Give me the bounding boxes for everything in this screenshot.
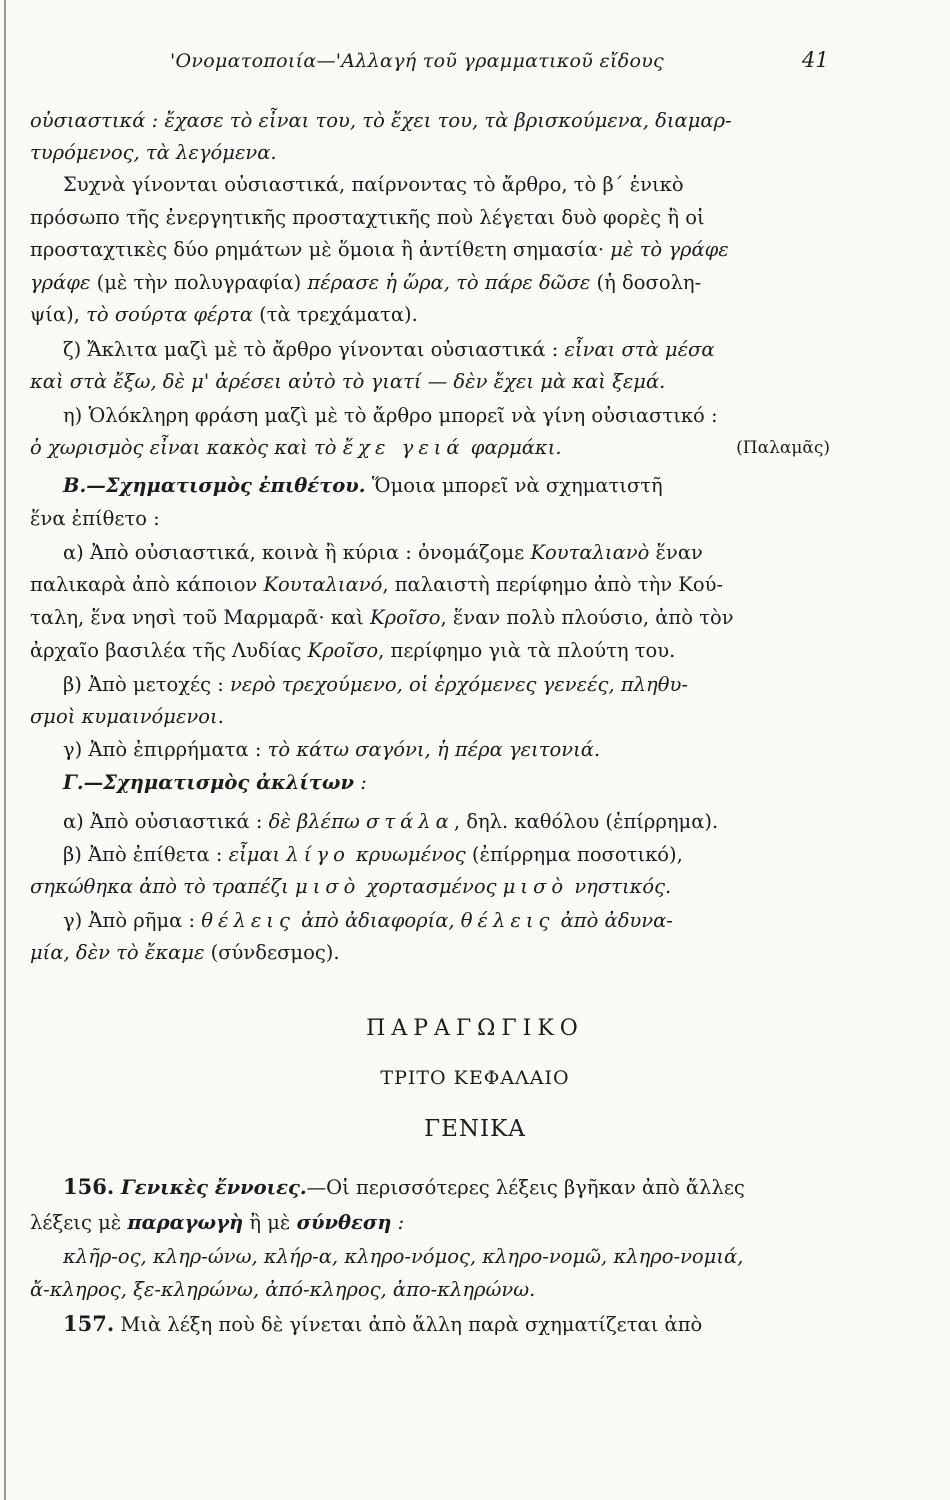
running-head: 'Ονοματοποιία—'Αλλαγή τοῦ γραμματικοῦ εἴδους <box>170 50 664 72</box>
text-line: ὁ χωρισμὸς εἶναι κακὸς καὶ τὸ ἔχε γειά φαρμάκι. (Παλαμᾶς) <box>30 433 830 463</box>
scan-edge-line <box>4 0 6 1500</box>
text-line: γράφε (μὲ τὴν πολυγραφία) πέρασε ἡ ὥρα, τὸ πάρε δῶσε (ἡ δοσολη- <box>30 271 702 294</box>
text-line: γ) Ἀπὸ ρῆμα : θέλεις ἀπὸ ἀδιαφορία, θέλεις ἀπὸ ἀδυνα- <box>63 909 673 932</box>
text-line: ταλη, ἕνα νησὶ τοῦ Μαρμαρᾶ· καὶ Κροῖσο, ἕναν πολὺ πλούσιο, ἀπὸ τὸν <box>30 606 734 629</box>
text-line: μία, δὲν τὸ ἔκαμε (σύνδεσμος). <box>30 941 340 964</box>
paragraph-number: 156. <box>63 1174 115 1199</box>
text-line: οὐσιαστικά : ἔχασε τὸ εἶναι του, τὸ ἔχει του, τὰ βρισκούμενα, διαμαρ- <box>30 109 732 132</box>
text-line: ἀρχαῖο βασιλέα τῆς Λυδίας Κροῖσο, περίφημο γιὰ τὰ πλούτη του. <box>30 639 676 662</box>
text-line: ζ) Ἄκλιτα μαζὶ μὲ τὸ ἄρθρο γίνονται οὐσιαστικά : εἶναι στὰ μέσα <box>63 338 715 361</box>
text-line: β) Ἀπὸ μετοχές : νερὸ τρεχούμενο, οἱ ἐρχόμενες γενεές, πληθυ- <box>63 673 688 696</box>
text-line: γ) Ἀπὸ ἐπιρρήματα : τὸ κάτω σαγόνι, ἡ πέρα γειτονιά. <box>63 738 601 761</box>
text-line: σηκώθηκα ἀπὸ τὸ τραπέζι μισὸ χορτασμένος μισὸ νηστικός. <box>30 875 672 898</box>
paragraph-157: 157. Μιὰ λέξη ποὺ δὲ γίνεται ἀπὸ ἄλλη παρὰ σχηματίζεται ἀπὸ <box>63 1311 703 1336</box>
text-line: προσταχτικὲς δύο ρημάτων μὲ ὅμοια ἢ ἀντίθετη σημασία· μὲ τὸ γράφε <box>30 238 729 261</box>
text-line: ἕνα ἐπίθετο : <box>30 507 160 530</box>
page-number: 41 <box>802 48 829 72</box>
text-line: παλικαρὰ ἀπὸ κάποιον Κουταλιανό, παλαιστὴ περίφημο ἀπὸ τὴν Κού- <box>30 573 724 596</box>
text-line: β) Ἀπὸ ἐπίθετα : εἶμαι λίγο κρυωμένος (ἐπίρρημα ποσοτικό), <box>63 843 683 866</box>
section-heading: Γ.—Σχηματισμὸς ἀκλίτων : <box>63 771 367 794</box>
part-heading: ΠΑΡΑΓΩΓΙΚΟ <box>366 1016 584 1041</box>
text-line: α) Ἀπὸ οὐσιαστικά : δὲ βλέπω στάλα, δηλ. καθόλου (ἐπίρρημα). <box>63 810 719 833</box>
citation: (Παλαμᾶς) <box>736 438 830 458</box>
text-line: κλῆρ-ος, κληρ-ώνω, κλήρ-α, κληρο-νόμος, κληρο-νομῶ, κληρο-νομιά, <box>63 1245 744 1268</box>
text-line: α) Ἀπὸ οὐσιαστικά, κοινὰ ἢ κύρια : ὀνομάζομε Κουταλιανὸ ἕναν <box>63 541 703 564</box>
text-line: η) Ὁλόκληρη φράση μαζὶ μὲ τὸ ἄρθρο μπορεῖ νὰ γίνη οὐσιαστικό : <box>63 404 718 427</box>
text-line: λέξεις μὲ παραγωγὴ ἢ μὲ σύνθεση : <box>30 1211 405 1234</box>
text-line: καὶ στὰ ἔξω, δὲ μ' ἀρέσει αὐτὸ τὸ γιατί — δὲν ἔχει μὰ καὶ ξεμά. <box>30 370 666 393</box>
chapter-heading: ΤΡΙΤΟ ΚΕΦΑΛΑΙΟ <box>380 1067 570 1089</box>
text-line: ἄ-κληρος, ξε-κληρώνω, ἀπό-κληρος, ἀπο-κληρώνω. <box>30 1278 536 1301</box>
section-heading: Β.—Σχηματισμὸς ἐπιθέτου. Ὅμοια μπορεῖ νὰ σχηματιστῆ <box>63 474 663 497</box>
text-line: τυρόμενος, τὰ λεγόμενα. <box>30 141 277 164</box>
page-header <box>0 46 950 80</box>
paragraph-156: 156. Γενικὲς ἔννοιες.—Οἱ περισσότερες λέξεις βγῆκαν ἀπὸ ἄλλες <box>63 1174 745 1199</box>
section-title: ΓΕΝΙΚΑ <box>424 1116 526 1142</box>
text-line: πρόσωπο τῆς ἐνεργητικῆς προσταχτικῆς ποὺ λέγεται δυὸ φορὲς ἢ οἱ <box>30 206 705 229</box>
paragraph-number: 157. <box>63 1311 115 1336</box>
text-line: ψία), τὸ σούρτα φέρτα (τὰ τρεχάματα). <box>30 303 418 326</box>
text-line: σμοὶ κυμαινόμενοι. <box>30 705 224 728</box>
text-line: Συχνὰ γίνονται οὐσιαστικά, παίρνοντας τὸ ἄρθρο, τὸ β΄ ἑνικὸ <box>63 173 684 196</box>
